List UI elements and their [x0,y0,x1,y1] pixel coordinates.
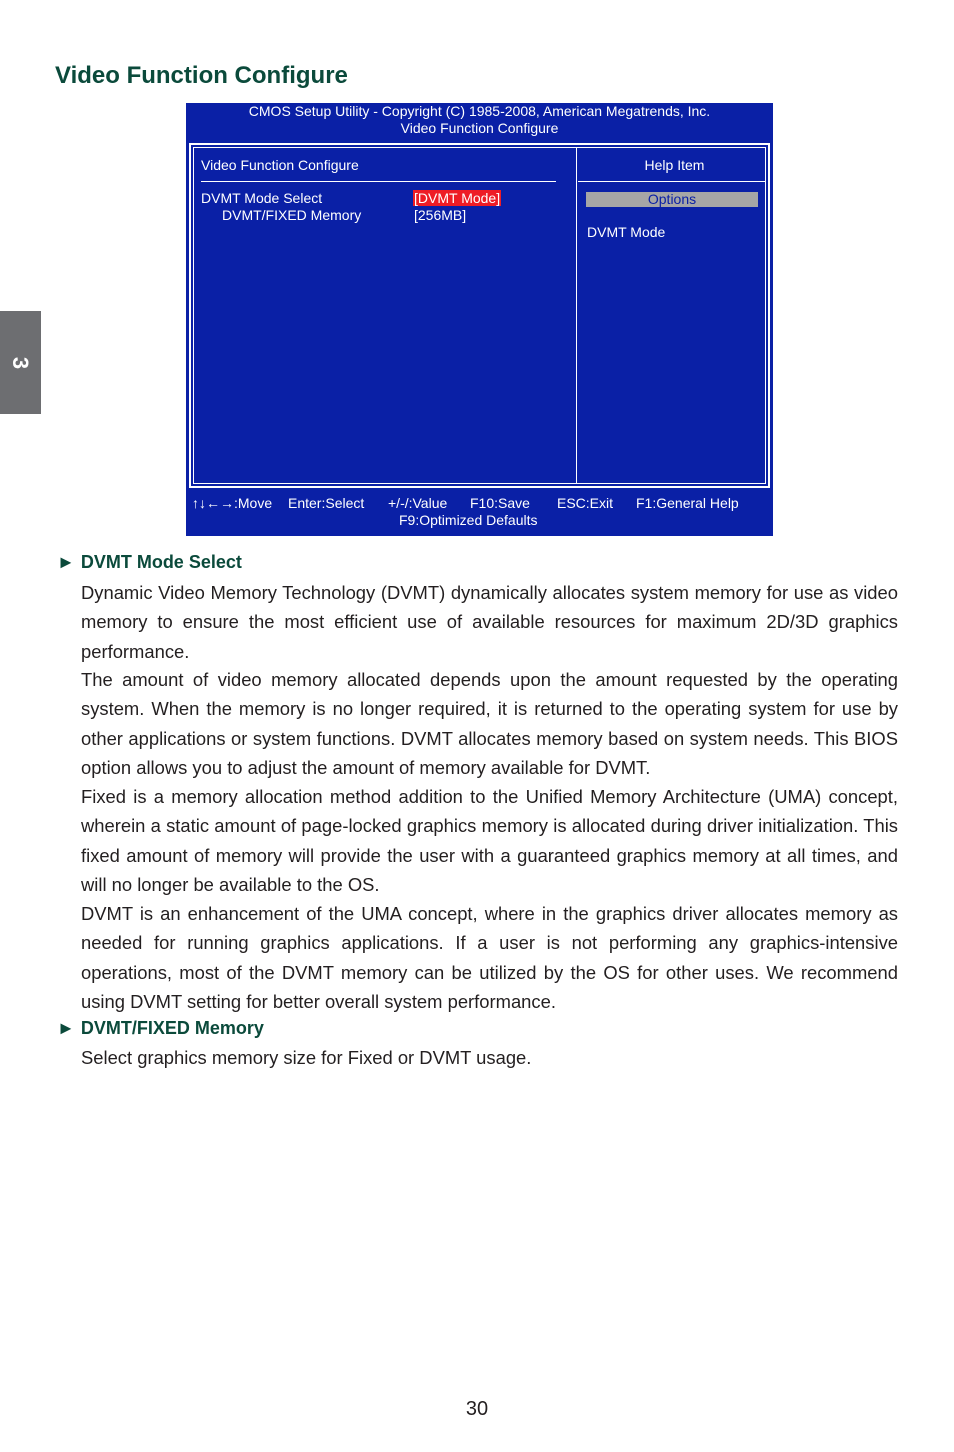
bios-inner-frame [193,147,766,484]
bios-key-value: +/-/:Value [388,495,448,511]
triangle-bullet-icon: ► [57,1018,75,1038]
section-heading-text: DVMT Mode Select [80,552,242,572]
section-heading-dvmt-fixed-memory [57,1018,264,1039]
paragraph: The amount of video memory allocated depends upon the amount requested by the operating system. When the memory is no longer required, it is returned to the operating system for use by other applications or system functions. DVMT allocates memory based on system needs. This BIOS option allows you to adjust the amount of memory available for DVMT. [81,669,898,778]
bios-option-label: DVMT Mode Select [201,190,323,206]
paragraph: Fixed is a memory allocation method addition to the Unified Memory Architecture (UMA) concept, wherein a static amount of page-locked graphics memory is allocated during driver initialization. This fixed amount of memory will provide the user with a guaranteed graphics memory at all times, and will no longer be available to the OS. [81,786,898,895]
bios-frame [189,143,770,488]
bios-help-title: Help Item [644,157,705,173]
page-number: 30 [465,1398,489,1420]
page-title: Video Function Configure [55,62,348,89]
bios-options-bar: Options [586,192,758,207]
bios-screenshot [186,103,773,536]
paragraph: Select graphics memory size for Fixed or DVMT usage. [81,1047,532,1068]
bios-option-dvmt-fixed-memory[interactable] [201,207,571,224]
bios-key-help: F1:General Help [636,495,739,511]
bios-header-copyright: CMOS Setup Utility - Copyright (C) 1985-2008, American Megatrends, Inc. [248,103,711,119]
chapter-tab-number: 3 [8,356,34,369]
chapter-tab [0,311,41,414]
bios-option-value[interactable]: [256MB] [414,207,467,223]
paragraph: Dynamic Video Memory Technology (DVMT) dynamically allocates system memory for use as video memory to ensure the most efficient use of available resources for maximum 2D/3D graphics performance. [81,582,898,662]
bios-help-text: DVMT Mode [587,224,666,240]
section-heading-dvmt-mode-select [57,552,242,573]
bios-key-defaults: F9:Optimized Defaults [399,512,538,528]
bios-option-value-selected[interactable]: [DVMT Mode] [414,190,501,206]
bios-help-title-rule [578,181,766,182]
bios-key-move: ↑↓←→:Move [192,495,273,511]
bios-key-select: Enter:Select [288,495,365,511]
paragraph: DVMT is an enhancement of the UMA concept, where in the graphics driver allocates memory as needed for running graphics applications. If a user is not performing any graphics-intensive operations, most of the DVMT memory can be utilized by the OS for other uses. We recommend using DVMT setting for better overall system performance. [81,903,898,1012]
bios-option-dvmt-mode-select[interactable] [201,190,571,207]
bios-key-save: F10:Save [470,495,530,511]
section-heading-text: DVMT/FIXED Memory [80,1018,264,1038]
bios-header-page: Video Function Configure [400,120,559,136]
bios-menu-title: Video Function Configure [201,157,359,173]
bios-option-label: DVMT/FIXED Memory [222,207,362,223]
bios-key-exit: ESC:Exit [557,495,614,511]
bios-menu-title-rule [201,181,556,182]
bios-panel-divider [576,148,577,483]
bios-header [186,103,773,137]
triangle-bullet-icon: ► [57,552,75,572]
